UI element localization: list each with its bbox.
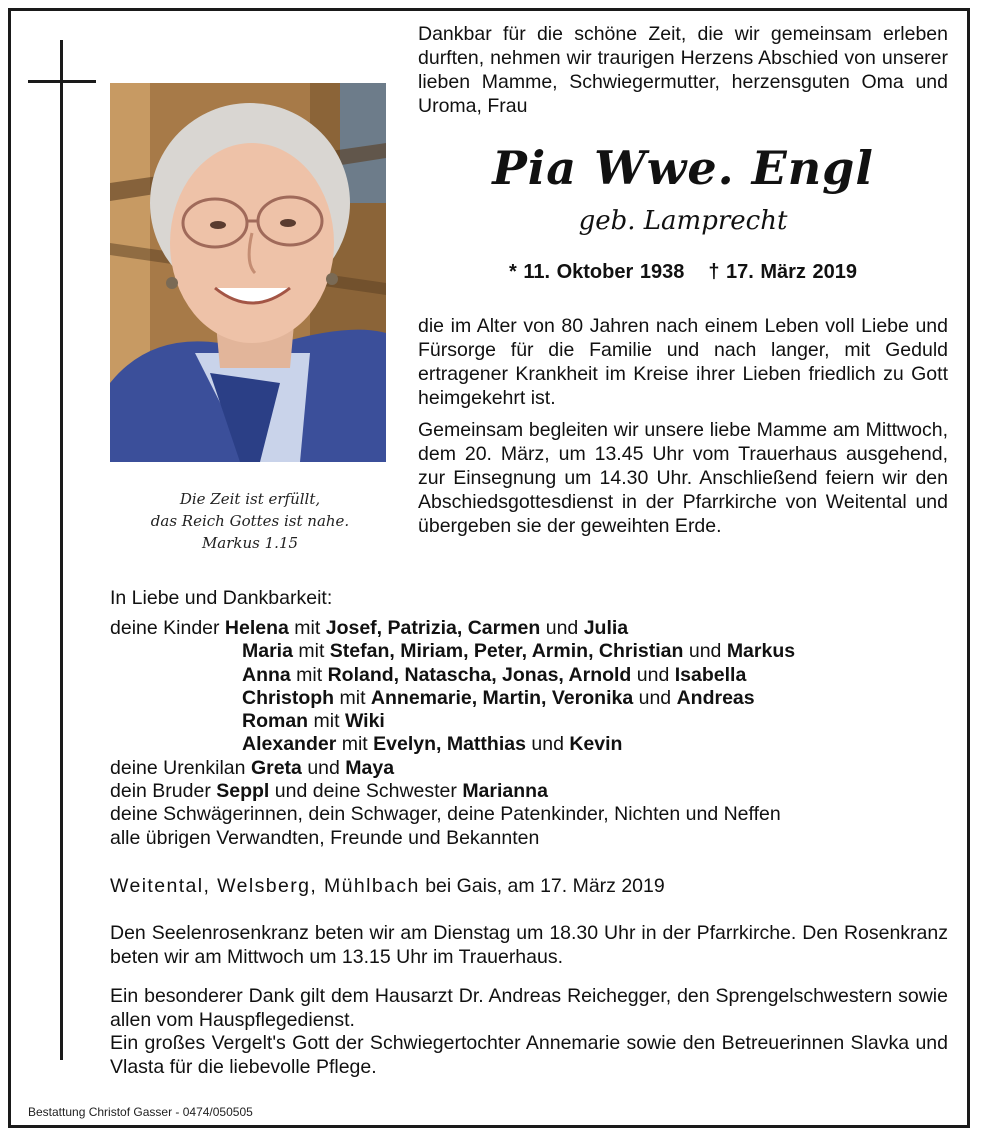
life-dates — [418, 258, 948, 286]
quote-line-1: Die Zeit ist erfüllt, — [179, 490, 321, 508]
funeral-home-footer: Bestattung Christof Gasser - 0474/050505 — [28, 1105, 253, 1119]
list-item: Anna mit Roland, Natascha, Jonas, Arnold und Isabella — [242, 663, 747, 686]
mourners-list — [110, 617, 950, 850]
list-item: deine Urenkilan Greta und Maya — [110, 756, 395, 779]
cross-horizontal-bar — [28, 80, 96, 83]
cross-vertical-bar — [60, 40, 63, 1060]
thanks-caregivers: Ein großes Vergelt's Gott der Schwiegertochter Annemarie sowie den Betreuerinnen Slavka und Vlasta für die liebevolle Pflege. — [110, 1032, 948, 1078]
quote-line-2: das Reich Gottes ist nahe. — [150, 512, 350, 530]
quote-reference: Markus 1.15 — [201, 534, 299, 552]
mourners-heading: In Liebe und Dankbarkeit: — [110, 587, 333, 609]
deceased-name: Pia Wwe. Engl — [492, 141, 874, 195]
funeral-paragraph: Gemeinsam begleiten wir unsere liebe Mamme am Mittwoch, dem 20. März, um 13.45 Uhr vom Trauerhaus ausgehend, zur Einsegnung um 14.30 Uhr. Anschließend feiern wir den Abschiedsgottesdienst in der Pfarrkirche von Weitental und übergeben sie der geweihten Erde. — [418, 419, 948, 537]
list-item: Roman mit Wiki — [242, 710, 385, 733]
portrait-photo — [110, 83, 386, 462]
list-item: deine Kinder Helena mit Josef, Patrizia, Carmen und Julia — [110, 617, 629, 639]
place-and-date: Weitental, Welsberg, Mühlbach bei Gais, am 17. März 2019 — [110, 875, 665, 897]
rosary-notice: Den Seelenrosenkranz beten wir am Dienstag um 18.30 Uhr in der Pfarrkirche. Den Rosenkranz beten wir am Mittwoch um 13.15 Uhr im Trauerhaus. — [110, 922, 948, 968]
bible-quote — [110, 488, 390, 554]
maiden-name: geb. Lamprecht — [578, 206, 788, 236]
list-item: Maria mit Stefan, Miriam, Peter, Armin, Christian und Markus — [242, 640, 796, 663]
list-item: Christoph mit Annemarie, Martin, Veronika und Andreas — [242, 686, 755, 709]
thanks-doctor: Ein besonderer Dank gilt dem Hausarzt Dr. Andreas Reichegger, den Sprengelschwestern sowie allen vom Hauspflegedienst. — [110, 985, 948, 1031]
intro-text: Dankbar für die schöne Zeit, die wir gemeinsam erleben durften, nehmen wir traurigen Herzens Abschied von unserer lieben Mamme, Schwiegermutter, herzensguten Oma und Uroma, Frau — [418, 23, 948, 117]
list-item: deine Schwägerinnen, dein Schwager, deine Patenkinder, Nichten und Neffen — [110, 803, 781, 826]
list-item: dein Bruder Seppl und deine Schwester Marianna — [110, 780, 548, 803]
birth-date: * 11. Oktober 1938 — [509, 261, 685, 283]
list-item: alle übrigen Verwandten, Freunde und Bekannten — [110, 826, 540, 849]
list-item: Alexander mit Evelyn, Matthias und Kevin — [242, 733, 623, 756]
life-paragraph: die im Alter von 80 Jahren nach einem Leben voll Liebe und Fürsorge für die Familie und nach langer, mit Geduld ertragener Krankheit im Kreise ihrer Lieben friedlich zu Gott heimgekehrt ist. — [418, 315, 948, 409]
death-date: † 17. März 2019 — [708, 261, 857, 283]
